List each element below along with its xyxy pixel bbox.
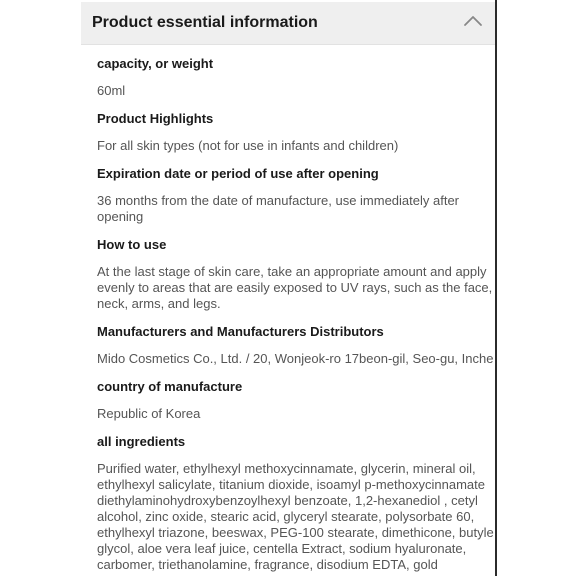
info-label: Manufacturers and Manufacturers Distributors xyxy=(97,324,384,339)
info-label: all ingredients xyxy=(97,434,186,449)
chevron-up-icon[interactable] xyxy=(463,14,483,28)
info-label: country of manufacture xyxy=(97,379,243,394)
product-info-panel xyxy=(81,0,497,576)
info-value: Mido Cosmetics Co., Ltd. / 20, Wonjeok-ro 17beon-gil, Seo-gu, Inche xyxy=(97,351,494,366)
accordion-header[interactable] xyxy=(81,2,495,45)
info-item-highlights xyxy=(97,111,497,154)
info-item-country xyxy=(97,379,497,422)
info-label: Product Highlights xyxy=(97,111,214,126)
info-item-ingredients xyxy=(97,434,497,573)
info-item-capacity xyxy=(97,44,497,99)
info-item-how-to-use xyxy=(97,237,497,312)
info-item-expiration xyxy=(97,166,497,225)
info-label: How to use xyxy=(97,237,167,252)
info-value: 60ml xyxy=(97,83,126,98)
info-value: 36 months from the date of manufacture, use immediately after opening xyxy=(97,193,460,224)
info-value: Republic of Korea xyxy=(97,406,201,421)
info-label: Expiration date or period of use after opening xyxy=(97,166,379,181)
info-item-manufacturer xyxy=(97,324,497,367)
section-title: Product essential information xyxy=(92,14,318,31)
info-list xyxy=(97,44,497,573)
info-value: Purified water, ethylhexyl methoxycinnamate, glycerin, mineral oil, ethylhexyl salicylate, titanium dioxide, isoamyl p-methoxycinnamate diethylaminohydroxybenzoylhexyl benzoate, 1,2-hexanediol , cetyl alcohol, zinc oxide, stearic acid, glyceryl stearate, polysorbate 60, ethylhexyl triazone, beeswax, PEG-100 stearate, dimethicone, butyle glycol, aloe vera leaf juice, centella Extract, sodium hyaluronate, carbomer, triethanolamine, fragrance, disodium EDTA, gold xyxy=(97,461,494,572)
info-value: At the last stage of skin care, take an appropriate amount and apply evenly to areas that are easily exposed to UV rays, such as the face, neck, arms, and legs. xyxy=(97,264,493,311)
info-label: capacity, or weight xyxy=(97,56,214,71)
info-value: For all skin types (not for use in infants and children) xyxy=(97,138,399,153)
